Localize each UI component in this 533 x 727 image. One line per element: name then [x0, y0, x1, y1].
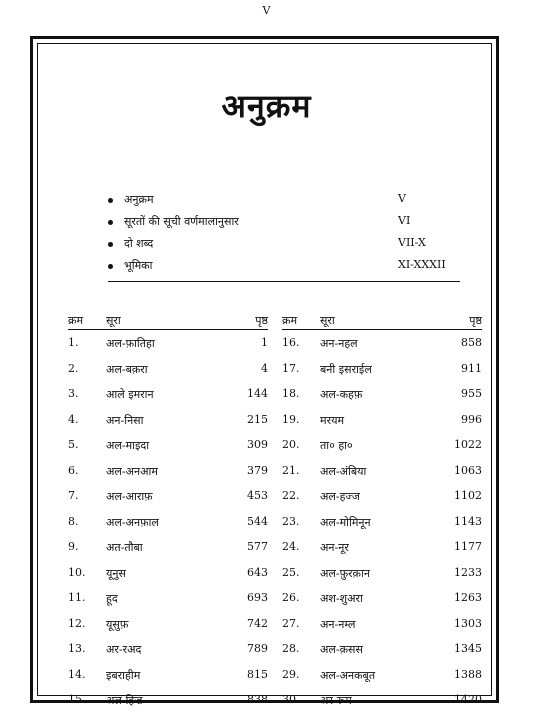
toc-page: XI-XXXII	[398, 258, 446, 271]
table-row	[68, 611, 268, 637]
surah-page: 838	[247, 693, 268, 706]
table-row	[68, 534, 268, 560]
surah-page: 1177	[454, 540, 482, 553]
surah-page: 1303	[454, 616, 482, 630]
surah-number: 25.	[282, 565, 300, 579]
surah-number: 14.	[68, 667, 86, 681]
surah-number: 17.	[282, 361, 300, 375]
surah-name: अर-रूम	[320, 694, 352, 707]
surah-name: अल-फ़ुरक़ान	[320, 566, 370, 580]
surah-number: 21.	[282, 463, 300, 477]
toc-page: VI	[398, 214, 411, 227]
surah-name: मरयम	[320, 413, 345, 427]
surah-name: अल-अनआम	[106, 464, 158, 478]
surah-page: 1	[261, 336, 268, 349]
table-row	[282, 458, 482, 484]
page-title: अनुक्रम	[221, 87, 312, 125]
header-page: पृष्ठ	[255, 314, 268, 327]
surah-page: 858	[461, 336, 482, 349]
table-row	[68, 330, 268, 356]
bullet-icon	[108, 242, 113, 247]
toc-page: VII-X	[398, 236, 426, 249]
header-num: क्रम	[282, 314, 298, 327]
bullet-icon	[108, 220, 113, 225]
table-row	[282, 687, 482, 713]
surah-name: अन-नहल	[320, 337, 358, 350]
table-row	[282, 509, 482, 535]
surah-page: 577	[247, 540, 268, 553]
surah-number: 3.	[68, 387, 79, 400]
table-row	[282, 560, 482, 586]
surah-name: अश-शुअरा	[320, 592, 363, 605]
toc-item	[108, 236, 460, 258]
table-row	[282, 330, 482, 356]
table-row	[68, 381, 268, 407]
bullet-icon	[108, 198, 113, 203]
surah-name: हूद	[106, 592, 118, 605]
table-row	[68, 687, 268, 713]
surah-number: 5.	[68, 438, 79, 451]
toc-page: V	[398, 192, 406, 205]
surah-name: अन-नूर	[320, 541, 349, 554]
toc-label: अनुक्रम	[124, 193, 154, 206]
surah-page: 1022	[454, 438, 482, 451]
surah-number: 22.	[282, 489, 300, 502]
toc-item	[108, 192, 460, 214]
toc-divider	[108, 281, 460, 282]
toc-item	[108, 258, 460, 280]
surah-page: 544	[247, 514, 268, 528]
surah-page: 815	[247, 667, 268, 681]
surah-name: अल-फ़ातिहा	[106, 337, 155, 350]
table-header	[282, 311, 482, 330]
surah-number: 24.	[282, 540, 300, 553]
surah-name: अल-हज्ज	[320, 490, 360, 503]
surah-number: 20.	[282, 438, 300, 451]
surah-number: 15.	[68, 693, 86, 706]
surah-name: अल-माइदा	[106, 439, 150, 452]
header-name: सूरा	[106, 314, 121, 327]
surah-page: 643	[247, 565, 268, 579]
surah-name: यूनुस	[106, 566, 126, 580]
surah-column-right	[282, 311, 482, 713]
surah-number: 6.	[68, 463, 79, 477]
surah-number: 26.	[282, 591, 300, 604]
table-row	[282, 611, 482, 637]
surah-name: ता० हा०	[320, 439, 353, 452]
surah-page: 1102	[454, 489, 482, 502]
surah-number: 18.	[282, 387, 300, 400]
surah-page: 379	[247, 463, 268, 477]
surah-page: 789	[247, 642, 268, 655]
surah-name: अल-मोमिनून	[320, 515, 371, 529]
surah-page: 1143	[454, 514, 482, 528]
table-row	[282, 483, 482, 509]
surah-name: अल-कहफ़	[320, 388, 363, 401]
table-row	[68, 432, 268, 458]
surah-number: 28.	[282, 642, 300, 655]
surah-column-left	[68, 311, 268, 713]
surah-number: 8.	[68, 514, 79, 528]
surah-page: 309	[247, 438, 268, 451]
toc-list	[108, 192, 460, 280]
surah-page: 911	[461, 361, 482, 375]
table-row	[68, 560, 268, 586]
table-row	[282, 407, 482, 433]
surah-number: 10.	[68, 565, 86, 579]
surah-page: 215	[247, 412, 268, 426]
surah-page: 955	[461, 387, 482, 400]
surah-number: 27.	[282, 616, 300, 630]
surah-page: 693	[247, 591, 268, 604]
surah-name: अल-बक़रा	[106, 362, 148, 376]
table-header	[68, 311, 268, 330]
surah-page: 1263	[454, 591, 482, 604]
surah-page: 1063	[454, 463, 482, 477]
table-row	[282, 432, 482, 458]
surah-number: 23.	[282, 514, 300, 528]
toc-label: दो शब्द	[124, 237, 154, 250]
surah-name: अल-आराफ़	[106, 490, 153, 503]
surah-name: अल-अनफ़ाल	[106, 515, 159, 529]
table-row	[282, 534, 482, 560]
surah-number: 11.	[68, 591, 86, 604]
header-num: क्रम	[68, 314, 84, 327]
surah-name: अल-क़सस	[320, 643, 363, 656]
surah-number: 4.	[68, 412, 79, 426]
surah-number: 13.	[68, 642, 86, 655]
surah-name: आले इमरान	[106, 388, 154, 401]
surah-number: 29.	[282, 667, 300, 681]
toc-label: सूरतों की सूची वर्णमालानुसार	[124, 215, 239, 228]
header-page: पृष्ठ	[469, 314, 482, 327]
table-row	[282, 381, 482, 407]
surah-page: 1388	[454, 667, 482, 681]
page-number: V	[262, 4, 271, 17]
surah-page: 453	[247, 489, 268, 502]
surah-name: अन-निसा	[106, 413, 144, 427]
toc-label: भूमिका	[124, 259, 153, 272]
toc-item	[108, 214, 460, 236]
table-row	[68, 483, 268, 509]
surah-number: 12.	[68, 616, 86, 630]
surah-page: 742	[247, 616, 268, 630]
surah-name: बनी इसराईल	[320, 362, 372, 376]
surah-name: अत-तौबा	[106, 541, 143, 554]
surah-number: 7.	[68, 489, 79, 502]
table-row	[68, 407, 268, 433]
header-name: सूरा	[320, 314, 335, 327]
surah-name: अल-अंबिया	[320, 464, 367, 478]
surah-page: 1420	[454, 693, 482, 706]
surah-page: 144	[247, 387, 268, 400]
surah-number: 9.	[68, 540, 79, 553]
table-row	[282, 585, 482, 611]
surah-name: अन-नम्ल	[320, 617, 356, 631]
surah-name: अल-अनकबूत	[320, 668, 376, 682]
surah-number: 2.	[68, 361, 79, 375]
table-row	[68, 458, 268, 484]
table-row	[282, 356, 482, 382]
table-row	[68, 585, 268, 611]
table-row	[68, 636, 268, 662]
surah-number: 16.	[282, 336, 300, 349]
table-row	[68, 509, 268, 535]
table-row	[282, 636, 482, 662]
table-row	[68, 662, 268, 688]
surah-page: 1233	[454, 565, 482, 579]
surah-name: अल-हिज्र	[106, 694, 143, 707]
table-row	[68, 356, 268, 382]
surah-number: 19.	[282, 412, 300, 426]
surah-number: 1.	[68, 336, 79, 349]
surah-name: अर-रअद	[106, 643, 142, 656]
surah-page: 4	[261, 361, 268, 375]
surah-number: 30.	[282, 693, 300, 706]
surah-name: यूसुफ़	[106, 617, 129, 631]
surah-name: इबराहीम	[106, 668, 141, 682]
bullet-icon	[108, 264, 113, 269]
surah-page: 1345	[454, 642, 482, 655]
table-row	[282, 662, 482, 688]
surah-page: 996	[461, 412, 482, 426]
